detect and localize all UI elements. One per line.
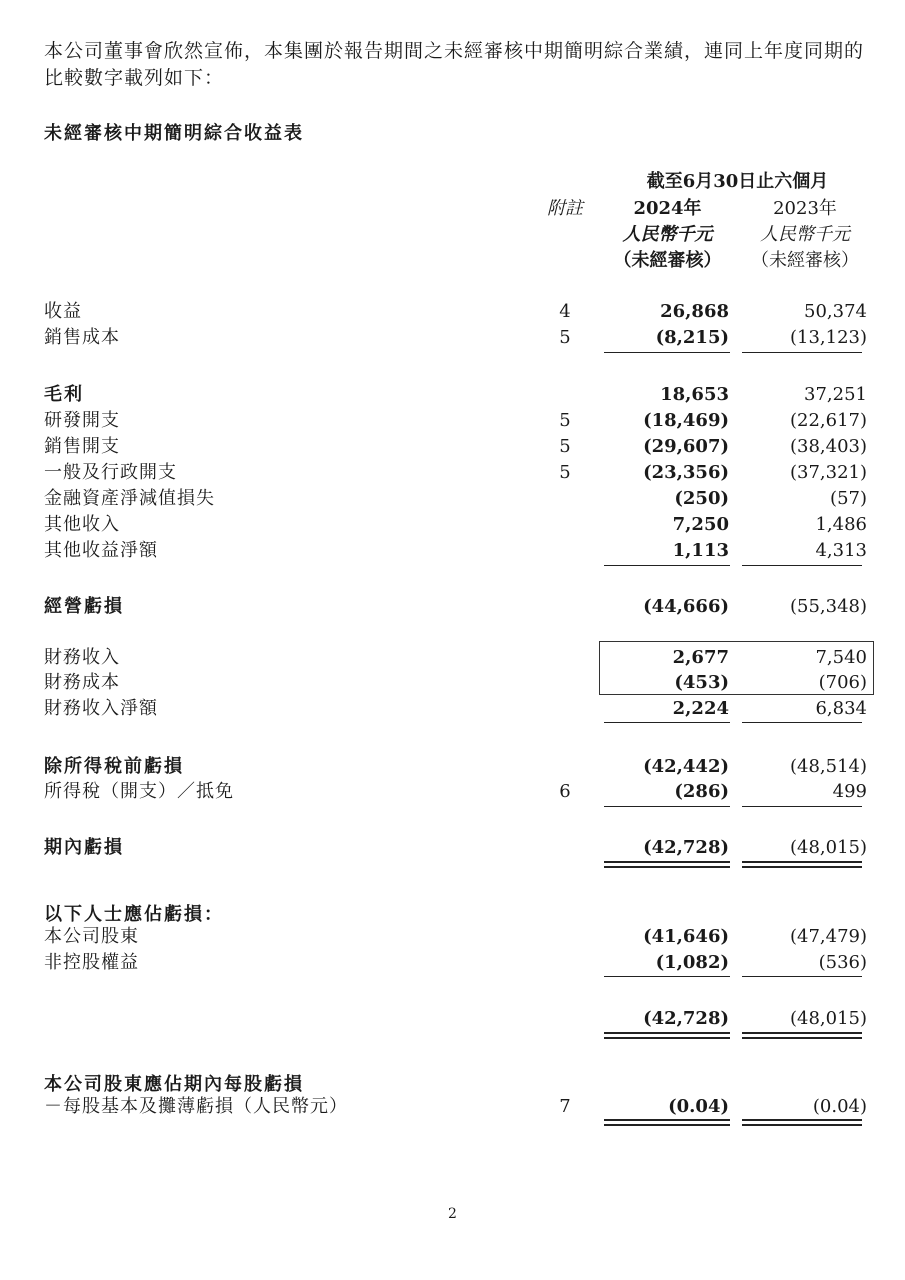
row-value-2023: (536) <box>818 952 867 973</box>
table-row-rd-expenses <box>0 408 905 434</box>
table-row-impairment <box>0 486 905 512</box>
row-note: 4 <box>559 301 571 322</box>
row-value-2024: 18,653 <box>660 384 729 405</box>
row-value-2024: 2,224 <box>672 698 729 719</box>
row-note: 5 <box>559 410 571 431</box>
row-label: －每股基本及攤薄虧損（人民幣元） <box>44 1096 348 1117</box>
row-label: 其他收入 <box>44 514 120 535</box>
subtotal-rule-2024 <box>604 722 730 723</box>
total-double-rule-2023 <box>742 861 862 868</box>
table-row-loss-for-period <box>0 835 905 861</box>
row-value-2023: (48,015) <box>789 837 867 858</box>
row-value-2023: (706) <box>818 672 867 693</box>
unit-2023-header: 人民幣千元 <box>760 224 850 245</box>
subtotal-rule-2023 <box>742 352 862 353</box>
table-row-finance-costs <box>0 670 905 696</box>
row-label: 除所得稅前虧損 <box>44 756 184 777</box>
row-value-2023: (22,617) <box>789 410 867 431</box>
year-2023-header: 2023年 <box>773 198 837 219</box>
total-double-rule-2024 <box>604 1032 730 1039</box>
row-value-2023: (47,479) <box>789 926 867 947</box>
page-number: 2 <box>448 1206 457 1222</box>
intro-paragraph: 本公司董事會欣然宣佈，本集團於報告期間之未經審核中期簡明綜合業績，連同上年度同期的比較數字載列如下： <box>44 40 865 89</box>
row-label: 一般及行政開支 <box>44 462 177 483</box>
row-label: 經營虧損 <box>44 596 124 617</box>
subtotal-rule-2024 <box>604 976 730 977</box>
row-value-2023: 7,540 <box>815 647 867 668</box>
row-value-2024: (41,646) <box>643 926 729 947</box>
row-value-2024: (250) <box>674 488 729 509</box>
row-label: 研發開支 <box>44 410 120 431</box>
table-row-admin-expenses <box>0 460 905 486</box>
row-value-2024: 26,868 <box>660 301 729 322</box>
row-label: 財務成本 <box>44 672 120 693</box>
row-value-2023: 50,374 <box>804 301 867 322</box>
row-label: 銷售成本 <box>44 327 120 348</box>
row-note: 5 <box>559 327 571 348</box>
table-row-operating-loss <box>0 594 905 620</box>
row-label: 收益 <box>44 301 82 322</box>
table-row-eps <box>0 1094 905 1120</box>
year-2024-header: 2024年 <box>633 198 702 219</box>
row-label: 財務收入淨額 <box>44 698 158 719</box>
row-label: 金融資產淨減值損失 <box>44 488 215 509</box>
subtotal-rule-2023 <box>742 722 862 723</box>
row-value-2024: (1,082) <box>655 952 729 973</box>
table-row-cost-of-sales <box>0 325 905 351</box>
row-value-2024: (42,728) <box>643 837 729 858</box>
row-value-2023: 1,486 <box>815 514 867 535</box>
table-row-revenue <box>0 299 905 325</box>
row-value-2023: (38,403) <box>789 436 867 457</box>
row-value-2024: (286) <box>674 781 729 802</box>
row-value-2024: (23,356) <box>643 462 729 483</box>
section-attributable-heading: 以下人士應佔虧損： <box>44 904 224 925</box>
subtotal-rule-2024 <box>604 806 730 807</box>
subtotal-rule-2023 <box>742 806 862 807</box>
row-value-2023: (37,321) <box>789 462 867 483</box>
row-label: 財務收入 <box>44 647 120 668</box>
period-header: 截至6月30日止六個月 <box>646 171 829 192</box>
table-row-income-tax <box>0 779 905 805</box>
section-eps-heading: 本公司股東應佔期內每股虧損 <box>44 1074 304 1095</box>
row-value-2024: (42,442) <box>643 756 729 777</box>
row-value-2023: 4,313 <box>815 540 867 561</box>
audit-2024-header: （未經審核） <box>613 250 722 271</box>
note-column-header: 附註 <box>547 198 583 219</box>
total-double-rule-2023 <box>742 1032 862 1039</box>
table-row-loss-before-tax <box>0 754 905 780</box>
row-label: 其他收益淨額 <box>44 540 158 561</box>
row-value-2024: (42,728) <box>643 1008 729 1029</box>
row-note: 7 <box>559 1096 571 1117</box>
audit-2023-header: （未經審核） <box>751 250 859 271</box>
row-label: 非控股權益 <box>44 952 139 973</box>
table-row-other-income <box>0 512 905 538</box>
row-value-2023: 37,251 <box>804 384 867 405</box>
total-double-rule-2024 <box>604 861 730 868</box>
statement-title: 未經審核中期簡明綜合收益表 <box>44 123 304 144</box>
row-label: 毛利 <box>44 384 84 405</box>
row-value-2024: (0.04) <box>668 1096 729 1117</box>
row-value-2023: (48,514) <box>789 756 867 777</box>
row-note: 5 <box>559 462 571 483</box>
subtotal-rule-2024 <box>604 352 730 353</box>
row-value-2024: (18,469) <box>643 410 729 431</box>
row-value-2023: 499 <box>832 781 867 802</box>
subtotal-rule-2024 <box>604 565 730 566</box>
table-row-net-finance-income <box>0 696 905 722</box>
row-value-2023: (13,123) <box>789 327 867 348</box>
row-value-2024: (29,607) <box>643 436 729 457</box>
row-value-2024: (453) <box>674 672 729 693</box>
total-double-rule-2024 <box>604 1119 730 1126</box>
table-row-selling-expenses <box>0 434 905 460</box>
row-label: 本公司股東 <box>44 926 139 947</box>
table-row-other-gains <box>0 538 905 564</box>
table-row-attributable-total <box>0 1006 905 1032</box>
total-double-rule-2023 <box>742 1119 862 1126</box>
row-label: 所得稅（開支）／抵免 <box>44 781 234 802</box>
row-value-2024: 7,250 <box>672 514 729 535</box>
row-value-2023: (57) <box>830 488 867 509</box>
row-label: 銷售開支 <box>44 436 120 457</box>
row-value-2024: 1,113 <box>672 540 729 561</box>
row-note: 5 <box>559 436 571 457</box>
subtotal-rule-2023 <box>742 565 862 566</box>
subtotal-rule-2023 <box>742 976 862 977</box>
row-value-2024: 2,677 <box>672 647 729 668</box>
row-value-2023: (0.04) <box>812 1096 867 1117</box>
table-row-gross-profit <box>0 382 905 408</box>
unit-2024-header: 人民幣千元 <box>622 224 713 245</box>
table-row-non-controlling <box>0 950 905 976</box>
row-value-2023: 6,834 <box>815 698 867 719</box>
row-note: 6 <box>559 781 571 802</box>
table-row-owners <box>0 924 905 950</box>
row-value-2023: (55,348) <box>789 596 867 617</box>
row-value-2023: (48,015) <box>789 1008 867 1029</box>
row-value-2024: (44,666) <box>643 596 729 617</box>
table-row-finance-income <box>0 645 905 671</box>
row-value-2024: (8,215) <box>655 327 729 348</box>
row-label: 期內虧損 <box>44 837 124 858</box>
